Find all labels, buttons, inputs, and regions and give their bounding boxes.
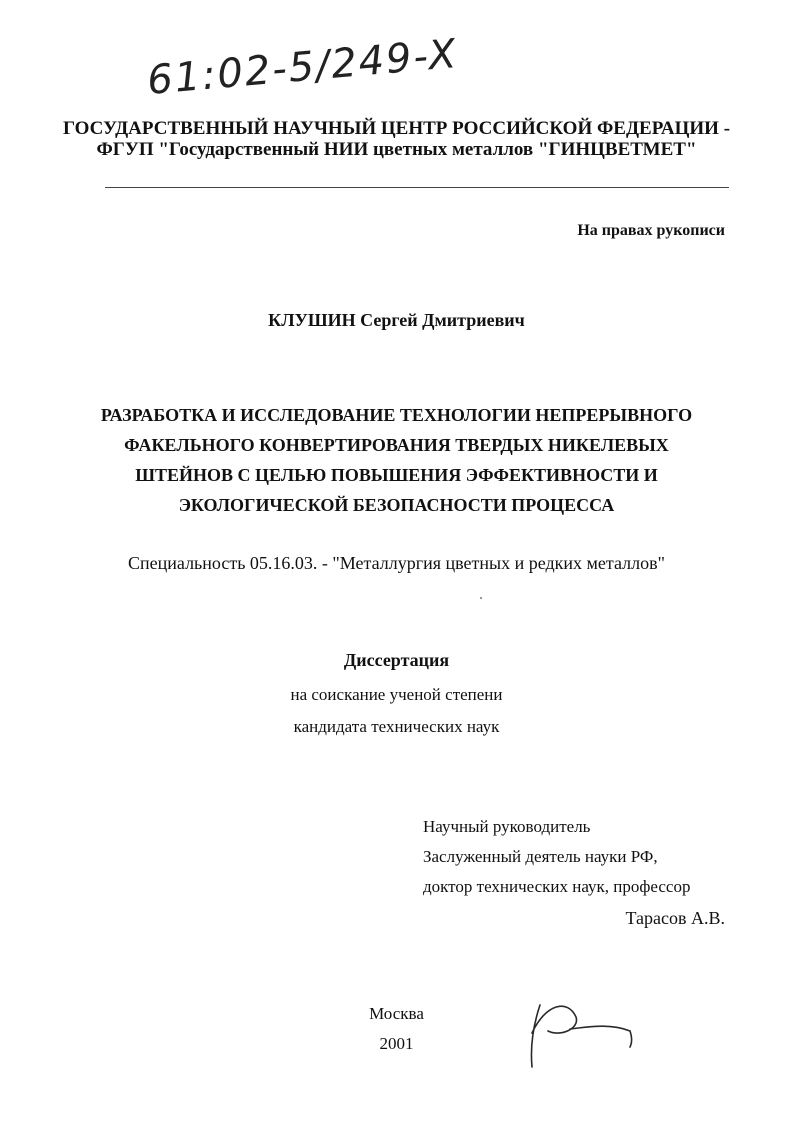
- supervisor-block: [423, 812, 690, 902]
- supervisor-line: доктор технических наук, профессор: [423, 877, 691, 896]
- title-line: ШТЕЙНОВ С ЦЕЛЬЮ ПОВЫШЕНИЯ ЭФФЕКТИВНОСТИ И: [135, 465, 658, 485]
- signature-icon: [518, 993, 638, 1073]
- supervisor-name: Тарасов А.В.: [625, 908, 725, 928]
- title-line: ФАКЕЛЬНОГО КОНВЕРТИРОВАНИЯ ТВЕРДЫХ НИКЕЛЕВЫХ: [124, 435, 669, 455]
- author-name: КЛУШИН Сергей Дмитриевич: [268, 310, 525, 330]
- document-type: Диссертация: [343, 650, 450, 670]
- rights-note: На правах рукописи: [577, 222, 725, 239]
- organization-line-1: ГОСУДАРСТВЕННЫЙ НАУЧНЫЙ ЦЕНТР РОССИЙСКОЙ ФЕДЕРАЦИИ -: [62, 118, 731, 139]
- dissertation-title: [0, 400, 793, 520]
- title-line: РАЗРАБОТКА И ИССЛЕДОВАНИЕ ТЕХНОЛОГИИ НЕПРЕРЫВНОГО: [100, 405, 693, 425]
- supervisor-line: Заслуженный деятель науки РФ,: [423, 847, 658, 866]
- organization-line-2: ФГУП "Государственный НИИ цветных металлов "ГИНЦВЕТМЕТ": [96, 139, 697, 160]
- speciality: Специальность 05.16.03. - "Металлургия цветных и редких металлов": [128, 553, 665, 573]
- city: Москва: [369, 1004, 424, 1023]
- degree-line-1: на соискание ученой степени: [290, 685, 503, 704]
- degree-line-2: кандидата технических наук: [293, 717, 500, 736]
- header-divider: [105, 187, 729, 188]
- title-line: ЭКОЛОГИЧЕСКОЙ БЕЗОПАСНОСТИ ПРОЦЕССА: [178, 495, 615, 515]
- scan-speck: [480, 597, 482, 599]
- supervisor-line: Научный руководитель: [423, 817, 591, 836]
- year: 2001: [379, 1034, 414, 1053]
- handwritten-catalog-number: 61:02-5/249-X: [145, 30, 460, 104]
